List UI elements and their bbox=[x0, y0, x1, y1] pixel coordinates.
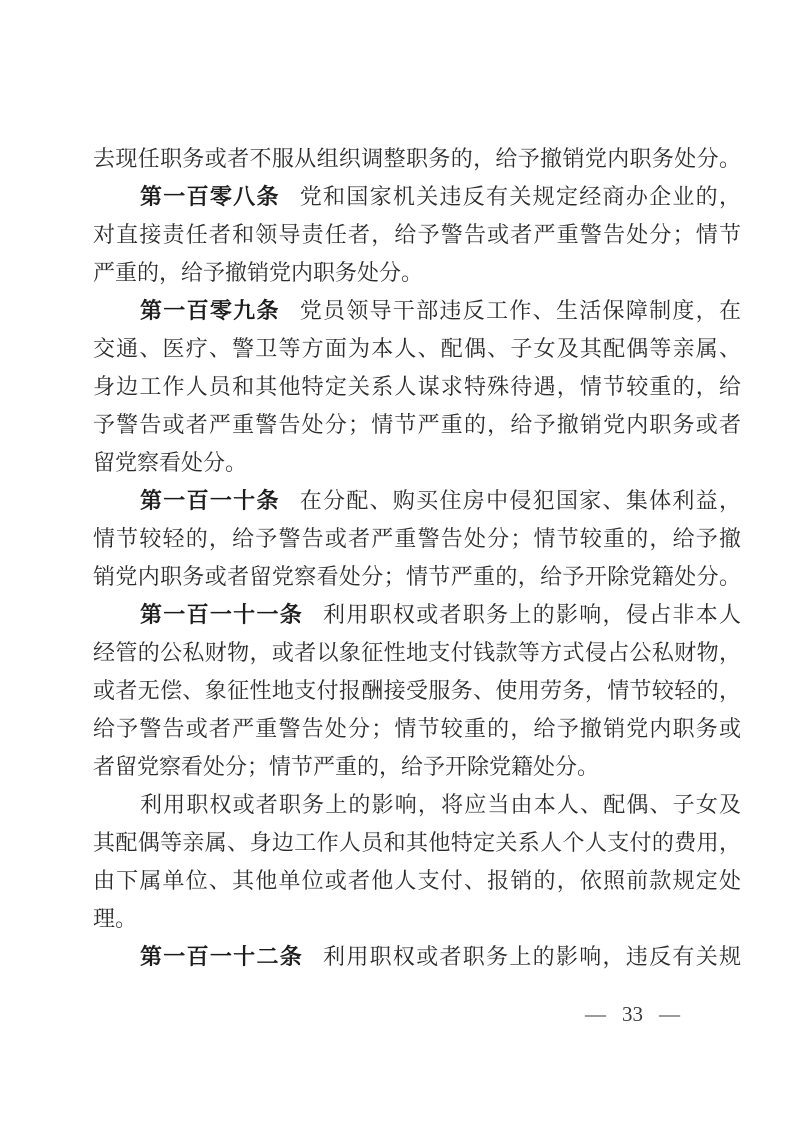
article-number: 第一百零八条 bbox=[140, 184, 280, 209]
page-number: 33 bbox=[622, 1002, 643, 1026]
line-text: 予警告或者严重警告处分；情节严重的，给予撤销党内职务或者 bbox=[93, 412, 741, 437]
line-text: 在分配、购买住房中侵犯国家、集体利益， bbox=[299, 488, 741, 513]
line-text: 销党内职务或者留党察看处分；情节严重的，给予开除党籍处分。 bbox=[93, 564, 741, 589]
line-text: 身边工作人员和其他特定关系人谋求特殊待遇，情节较重的，给 bbox=[93, 374, 741, 399]
line-text: 情节较轻的，给予警告或者严重警告处分；情节较重的，给予撤 bbox=[93, 526, 741, 551]
text-line bbox=[93, 938, 741, 976]
article-number: 第一百一十二条 bbox=[140, 944, 304, 969]
line-text: 者留党察看处分；情节严重的，给予开除党籍处分。 bbox=[93, 754, 600, 779]
text-line bbox=[93, 786, 741, 824]
line-text: 交通、医疗、警卫等方面为本人、配偶、子女及其配偶等亲属、 bbox=[93, 336, 741, 361]
text-line bbox=[93, 444, 741, 482]
footer-dash-right: — bbox=[659, 1002, 680, 1026]
line-text: 或者无偿、象征性地支付报酬接受服务、使用劳务，情节较轻的， bbox=[93, 678, 741, 703]
text-line bbox=[93, 710, 741, 748]
text-line bbox=[93, 824, 741, 862]
line-text: 理。 bbox=[93, 906, 138, 931]
line-text: 经管的公私财物，或者以象征性地支付钱款等方式侵占公私财物， bbox=[93, 640, 741, 665]
text-line bbox=[93, 140, 741, 178]
text-line bbox=[93, 558, 741, 596]
text-line bbox=[93, 748, 741, 786]
article-number: 第一百零九条 bbox=[140, 298, 280, 323]
text-line bbox=[93, 292, 741, 330]
text-line bbox=[93, 254, 741, 292]
text-line bbox=[93, 596, 741, 634]
text-line bbox=[93, 634, 741, 672]
line-text: 由下属单位、其他单位或者他人支付、报销的，依照前款规定处 bbox=[93, 868, 741, 893]
line-text: 利用职权或者职务上的影响，违反有关规 bbox=[323, 944, 741, 969]
line-text: 去现任职务或者不服从组织调整职务的，给予撤销党内职务处分。 bbox=[93, 146, 741, 171]
line-text: 党员领导干部违反工作、生活保障制度，在 bbox=[299, 298, 741, 323]
text-block bbox=[93, 140, 741, 976]
page-footer bbox=[585, 1000, 680, 1028]
text-line bbox=[93, 330, 741, 368]
text-line bbox=[93, 862, 741, 900]
text-line bbox=[93, 216, 741, 254]
article-number: 第一百一十条 bbox=[140, 488, 280, 513]
line-text: 留党察看处分。 bbox=[93, 450, 248, 475]
article-number: 第一百一十一条 bbox=[140, 602, 304, 627]
line-text: 严重的，给予撤销党内职务处分。 bbox=[93, 260, 424, 285]
text-line bbox=[93, 672, 741, 710]
line-text: 其配偶等亲属、身边工作人员和其他特定关系人个人支付的费用， bbox=[93, 830, 741, 855]
line-text: 对直接责任者和领导责任者，给予警告或者严重警告处分；情节 bbox=[93, 222, 741, 247]
line-text: 利用职权或者职务上的影响，侵占非本人 bbox=[323, 602, 741, 627]
text-line bbox=[93, 178, 741, 216]
text-line bbox=[93, 520, 741, 558]
line-text: 给予警告或者严重警告处分；情节较重的，给予撤销党内职务或 bbox=[93, 716, 741, 741]
line-text: 党和国家机关违反有关规定经商办企业的， bbox=[299, 184, 741, 209]
text-line bbox=[93, 482, 741, 520]
text-line bbox=[93, 900, 741, 938]
line-text: 利用职权或者职务上的影响，将应当由本人、配偶、子女及 bbox=[140, 792, 741, 817]
text-line bbox=[93, 406, 741, 444]
text-line bbox=[93, 368, 741, 406]
footer-dash-left: — bbox=[585, 1002, 606, 1026]
